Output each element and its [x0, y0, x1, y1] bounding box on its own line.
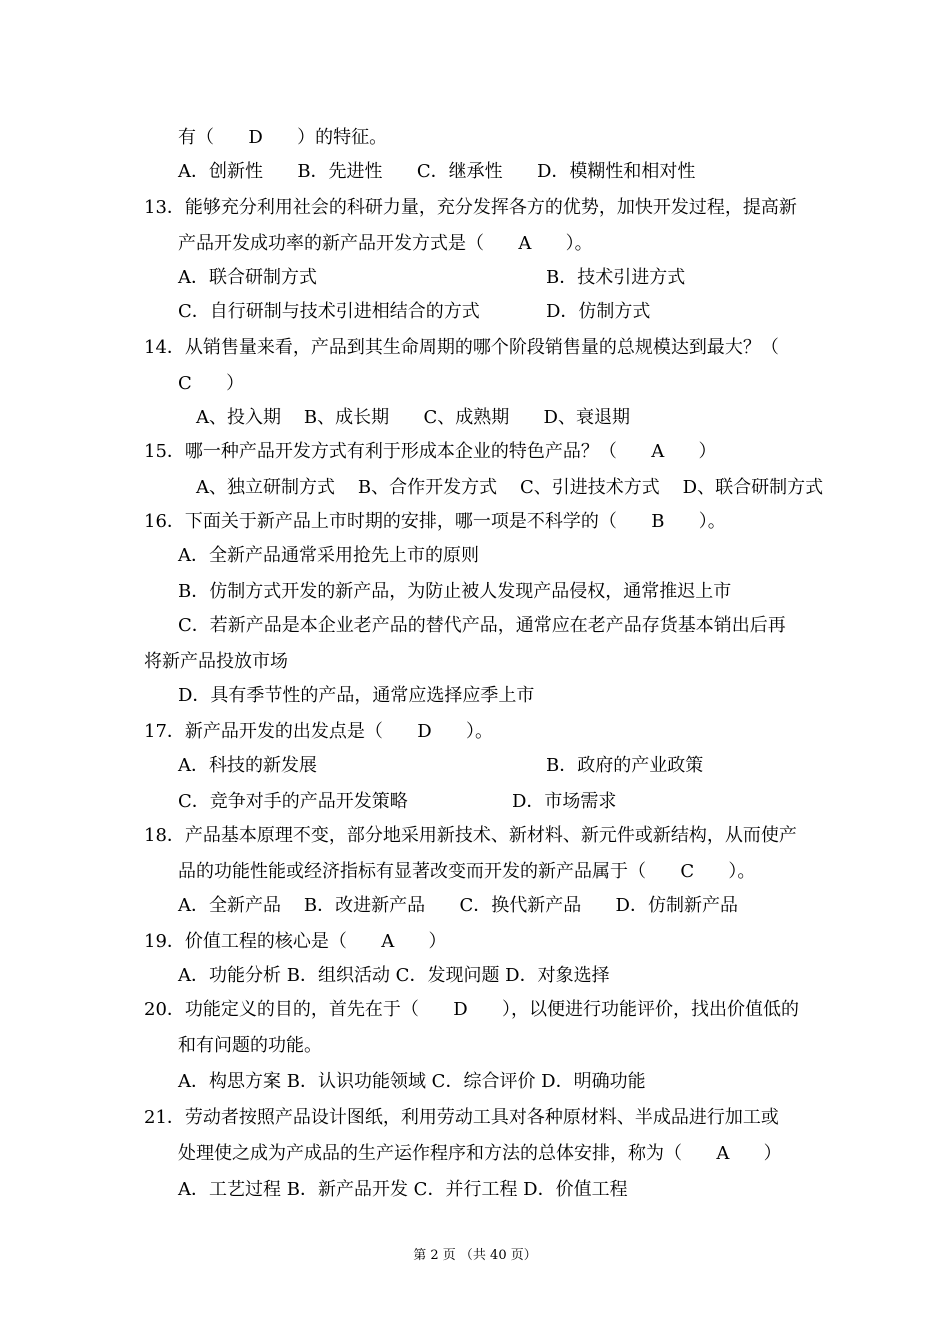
- option-a: A．联合研制方式: [178, 267, 317, 288]
- question-19: 19．价值工程的核心是（ A ）: [144, 931, 447, 952]
- question-14: 14．从销售量来看，产品到其生命周期的哪个阶段销售量的总规模达到最大？（: [144, 337, 779, 358]
- text-line: A、投入期 B、成长期 C、成熟期 D、衰退期: [196, 407, 630, 428]
- text-line: 产品开发成功率的新产品开发方式是（ A ）。: [178, 233, 593, 254]
- option-d: D．仿制方式: [546, 301, 651, 322]
- text-line: C．若新产品是本企业老产品的替代产品，通常应在老产品存货基本销出后再: [178, 615, 786, 636]
- question-16: 16．下面关于新产品上市时期的安排，哪一项是不科学的（ B ）。: [144, 511, 726, 532]
- option-c: C．自行研制与技术引进相结合的方式: [178, 301, 480, 322]
- text-line: B．仿制方式开发的新产品，为防止被人发现产品侵权，通常推迟上市: [178, 581, 732, 602]
- question-17: 17．新产品开发的出发点是（ D ）。: [144, 721, 493, 742]
- option-b: B．技术引进方式: [546, 267, 686, 288]
- text-line: A．构思方案 B．认识功能领域 C．综合评价 D．明确功能: [178, 1071, 646, 1092]
- option-a: A．科技的新发展: [178, 755, 317, 776]
- question-20: 20．功能定义的目的，首先在于（ D ），以便进行功能评价，找出价值低的: [144, 999, 799, 1020]
- text-line: 和有问题的功能。: [178, 1035, 322, 1056]
- page-footer: 第 2 页 （共 40 页）: [413, 1248, 537, 1263]
- option-c: C．竞争对手的产品开发策略: [178, 791, 408, 812]
- option-b: B．政府的产业政策: [546, 755, 704, 776]
- text-line: C ）: [178, 373, 245, 394]
- text-line: A．功能分析 B．组织活动 C．发现问题 D．对象选择: [178, 965, 610, 986]
- question-13: 13．能够充分利用社会的科研力量，充分发挥各方的优势，加快开发过程，提高新: [144, 197, 797, 218]
- text-line: D．具有季节性的产品，通常应选择应季上市: [178, 685, 535, 706]
- text-line: A．全新产品通常采用抢先上市的原则: [178, 545, 479, 566]
- text-line: A、独立研制方式 B、合作开发方式 C、引进技术方式 D、联合研制方式: [196, 477, 824, 498]
- text-line: 品的功能性能或经济指标有显著改变而开发的新产品属于（ C ）。: [178, 861, 756, 882]
- question-18: 18．产品基本原理不变，部分地采用新技术、新材料、新元件或新结构，从而使产: [144, 825, 797, 846]
- text-line: A．全新产品 B．改进新产品 C．换代新产品 D．仿制新产品: [178, 895, 738, 916]
- option-d: D．市场需求: [512, 791, 617, 812]
- question-21: 21．劳动者按照产品设计图纸，利用劳动工具对各种原材料、半成品进行加工或: [144, 1107, 779, 1128]
- text-line: A．工艺过程 B．新产品开发 C．并行工程 D．价值工程: [178, 1179, 628, 1200]
- text-line: 处理使之成为产成品的生产运作程序和方法的总体安排，称为（ A ）: [178, 1143, 782, 1164]
- question-15: 15．哪一种产品开发方式有利于形成本企业的特色产品？（ A ）: [144, 441, 717, 462]
- text-line: A．创新性 B．先进性 C．继承性 D．模糊性和相对性: [178, 161, 696, 182]
- text-line: 有（ D ）的特征。: [178, 127, 388, 148]
- text-line: 将新产品投放市场: [144, 651, 288, 672]
